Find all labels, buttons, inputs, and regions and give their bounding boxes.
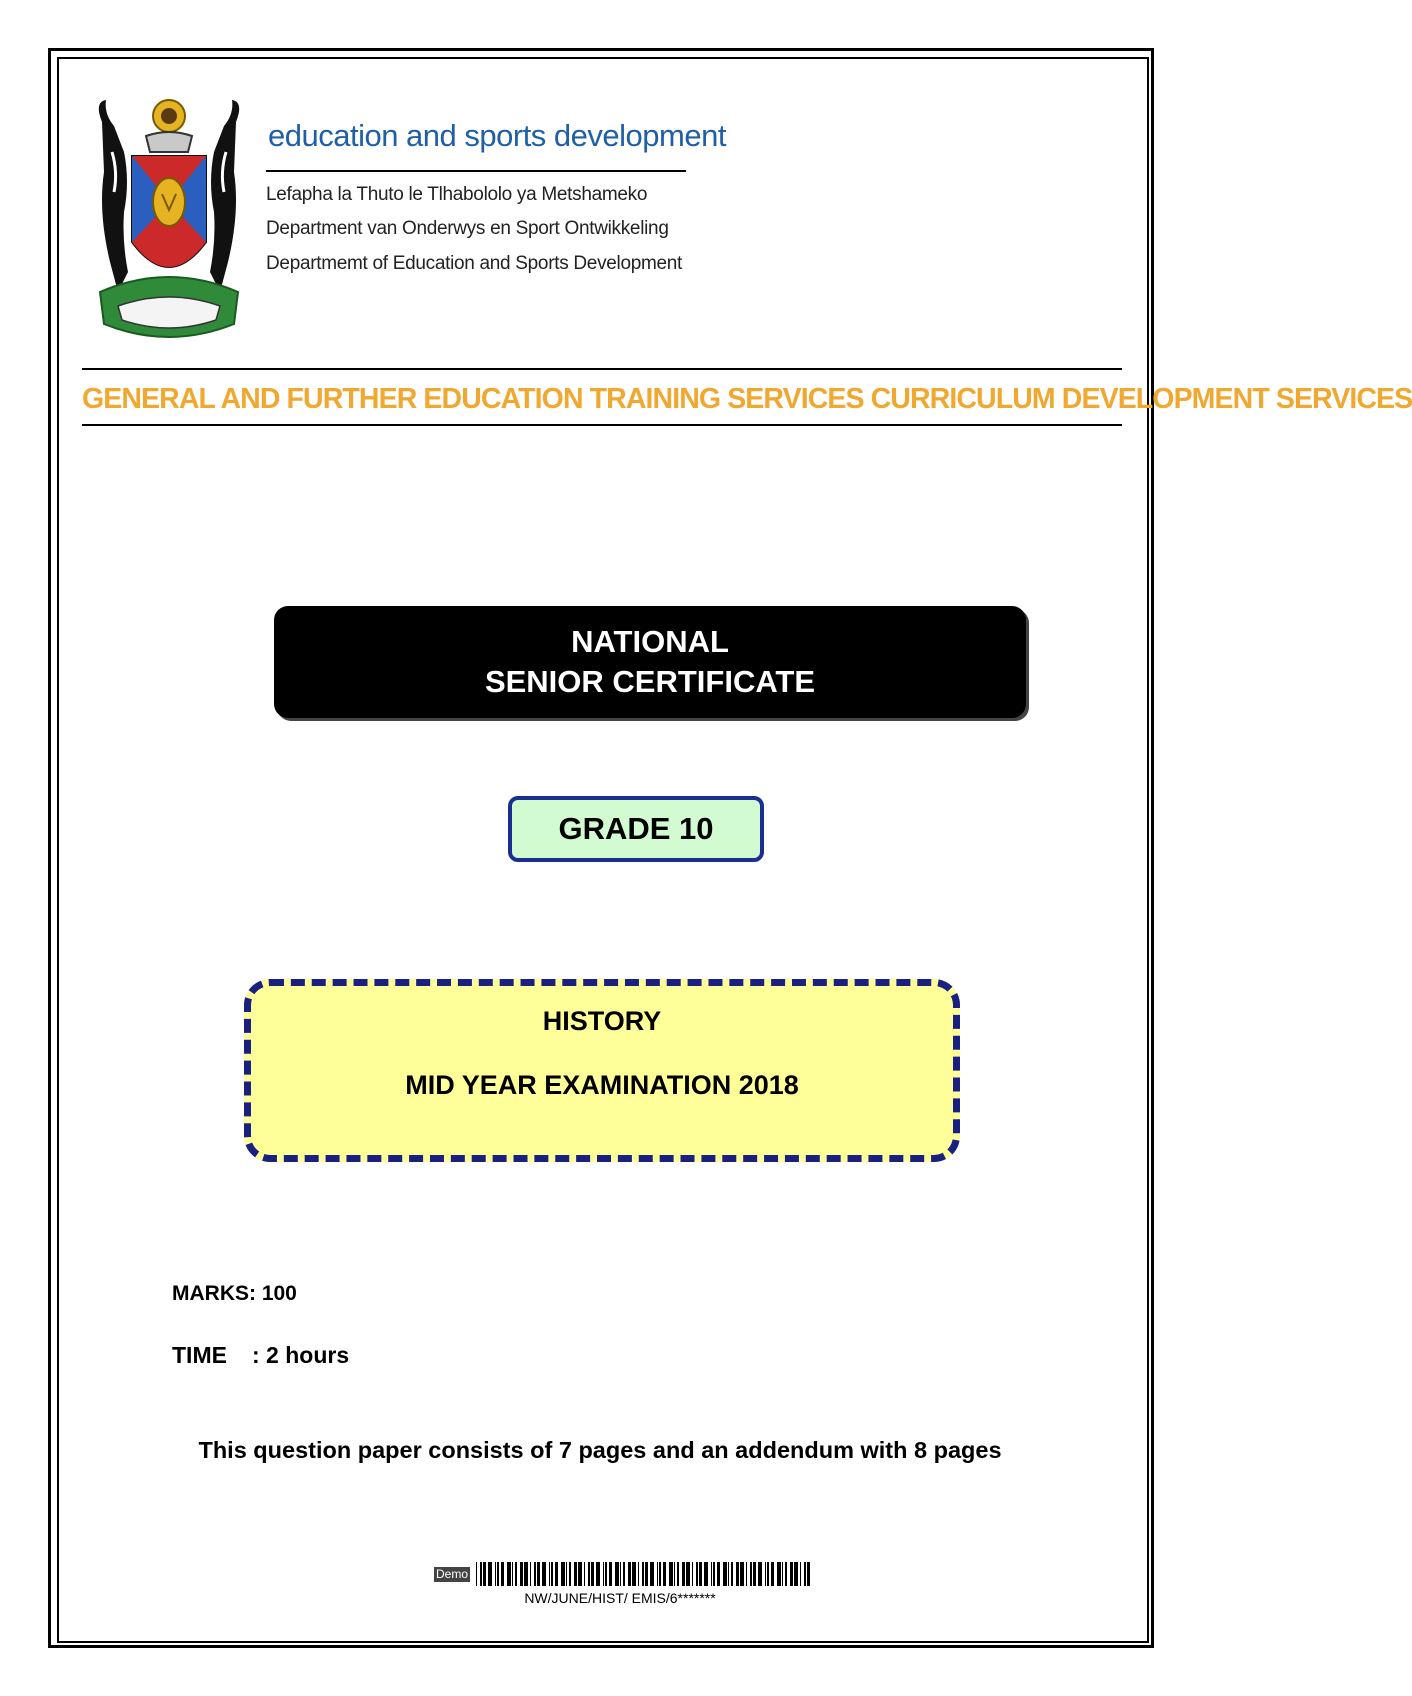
barcode-bar [632, 1562, 636, 1586]
barcode-bar [696, 1562, 698, 1586]
barcode-bar [555, 1562, 558, 1586]
grade-badge: GRADE 10 [508, 796, 764, 862]
barcode-bar [615, 1562, 619, 1586]
barcode-bar [782, 1562, 783, 1586]
barcode-bar [746, 1562, 747, 1586]
barcode-bar [483, 1562, 486, 1586]
barcode-bar [488, 1562, 492, 1586]
certificate-line-1: NATIONAL [571, 624, 729, 659]
barcode-bar [645, 1562, 648, 1586]
barcode-bar [713, 1562, 715, 1586]
barcode-bar [794, 1562, 798, 1586]
barcode-bar [530, 1562, 531, 1586]
department-line-english: Departmemt of Education and Sports Development [266, 253, 683, 274]
barcode-bar [497, 1562, 499, 1586]
barcode-bar [551, 1562, 553, 1586]
barcode [432, 1562, 814, 1586]
barcode-bar [537, 1562, 540, 1586]
barcode-bar [663, 1562, 666, 1586]
left-antelope-supporter-icon [99, 100, 128, 292]
barcode-bar [699, 1562, 702, 1586]
barcode-bar [591, 1562, 594, 1586]
barcode-bar [692, 1562, 693, 1586]
barcode-bar [584, 1562, 585, 1586]
time-row [172, 1342, 349, 1369]
sun-crest-icon [153, 100, 185, 132]
barcode-bar [704, 1562, 708, 1586]
barcode-bar [669, 1562, 673, 1586]
department-title-underline [266, 170, 686, 172]
right-antelope-supporter-icon [210, 100, 239, 292]
barcode-bar [609, 1562, 612, 1586]
barcode-bar [480, 1562, 482, 1586]
barcode-bar [753, 1562, 756, 1586]
barcode-bar [682, 1562, 685, 1586]
barcode-bar [476, 1562, 477, 1586]
subject-name: HISTORY [542, 1006, 662, 1036]
barcode-bar [620, 1562, 621, 1586]
barcode-bar [765, 1562, 766, 1586]
marks-label: MARKS: 100 [172, 1282, 297, 1305]
barcode-bar [623, 1562, 625, 1586]
certificate-line-2: SENIOR CERTIFICATE [484, 664, 816, 699]
barcode-bar [750, 1562, 752, 1586]
time-value: : 2 hours [252, 1342, 350, 1368]
barcode-bar [723, 1562, 727, 1586]
barcode-bar [512, 1562, 513, 1586]
document-code: NW/JUNE/HIST/ EMIS/6******* [524, 1590, 716, 1606]
barcode-bar [628, 1562, 631, 1586]
barcode-bar [605, 1562, 607, 1586]
certificate-title-box [274, 606, 1026, 718]
barcode-bar [524, 1562, 528, 1586]
barcode-bar [549, 1562, 550, 1586]
barcode-bar [728, 1562, 729, 1586]
barcode-bar [520, 1562, 523, 1586]
barcode-bar [657, 1562, 658, 1586]
time-label: TIME [172, 1342, 227, 1368]
barcode-bar [758, 1562, 762, 1586]
department-line-afrikaans: Department van Onderwys en Sport Ontwikkeling [266, 218, 669, 239]
barcode-bar [650, 1562, 654, 1586]
barcode-bar [767, 1562, 769, 1586]
department-line-setswana: Lefapha la Thuto le Tlhabololo ya Metshameko [266, 184, 648, 205]
barcode-bar [717, 1562, 720, 1586]
barcode-bar [578, 1562, 582, 1586]
barcode-bar [711, 1562, 712, 1586]
department-title: education and sports development [268, 118, 726, 153]
subject-box [244, 979, 960, 1162]
barcode-bar [777, 1562, 781, 1586]
barcode-bar [659, 1562, 661, 1586]
barcode-bar [800, 1562, 801, 1586]
barcode-bar [574, 1562, 577, 1586]
barcode-bar [740, 1562, 744, 1586]
barcode-bar [534, 1562, 536, 1586]
barcode-bar [561, 1562, 565, 1586]
barcode-bar [790, 1562, 793, 1586]
barcode-bar [731, 1562, 733, 1586]
barcode-bar [569, 1562, 571, 1586]
coat-of-arms-logo [84, 92, 254, 342]
barcode-bar [677, 1562, 679, 1586]
page-count-note: This question paper consists of 7 pages and an addendum with 8 pages [198, 1437, 1002, 1463]
barcode-bar [603, 1562, 604, 1586]
barcode-bar [495, 1562, 496, 1586]
banner-top-rule [82, 368, 1122, 370]
barcode-bar [588, 1562, 590, 1586]
barcode-bar [638, 1562, 639, 1586]
barcode-bar [804, 1562, 806, 1586]
barcode-bar [501, 1562, 504, 1586]
barcode-bar [771, 1562, 774, 1586]
barcode-bar [507, 1562, 511, 1586]
barcode-bar [515, 1562, 517, 1586]
barcode-bar [642, 1562, 644, 1586]
barcode-bar [542, 1562, 546, 1586]
barcode-bar [674, 1562, 675, 1586]
barcode-bar [596, 1562, 600, 1586]
barcode-bar [686, 1562, 690, 1586]
barcode-bar [736, 1562, 739, 1586]
barcode-bar [807, 1562, 810, 1586]
exam-title: MID YEAR EXAMINATION 2018 [405, 1070, 799, 1100]
barcode-bar [566, 1562, 567, 1586]
shield-icon [132, 156, 206, 267]
barcode-bar [785, 1562, 787, 1586]
demo-label: Demo [436, 1567, 469, 1581]
curriculum-banner: GENERAL AND FURTHER EDUCATION TRAINING SERVICES CURRICULUM DEVELOPMENT SERVICES [82, 383, 1412, 415]
banner-bottom-rule [82, 424, 1122, 426]
